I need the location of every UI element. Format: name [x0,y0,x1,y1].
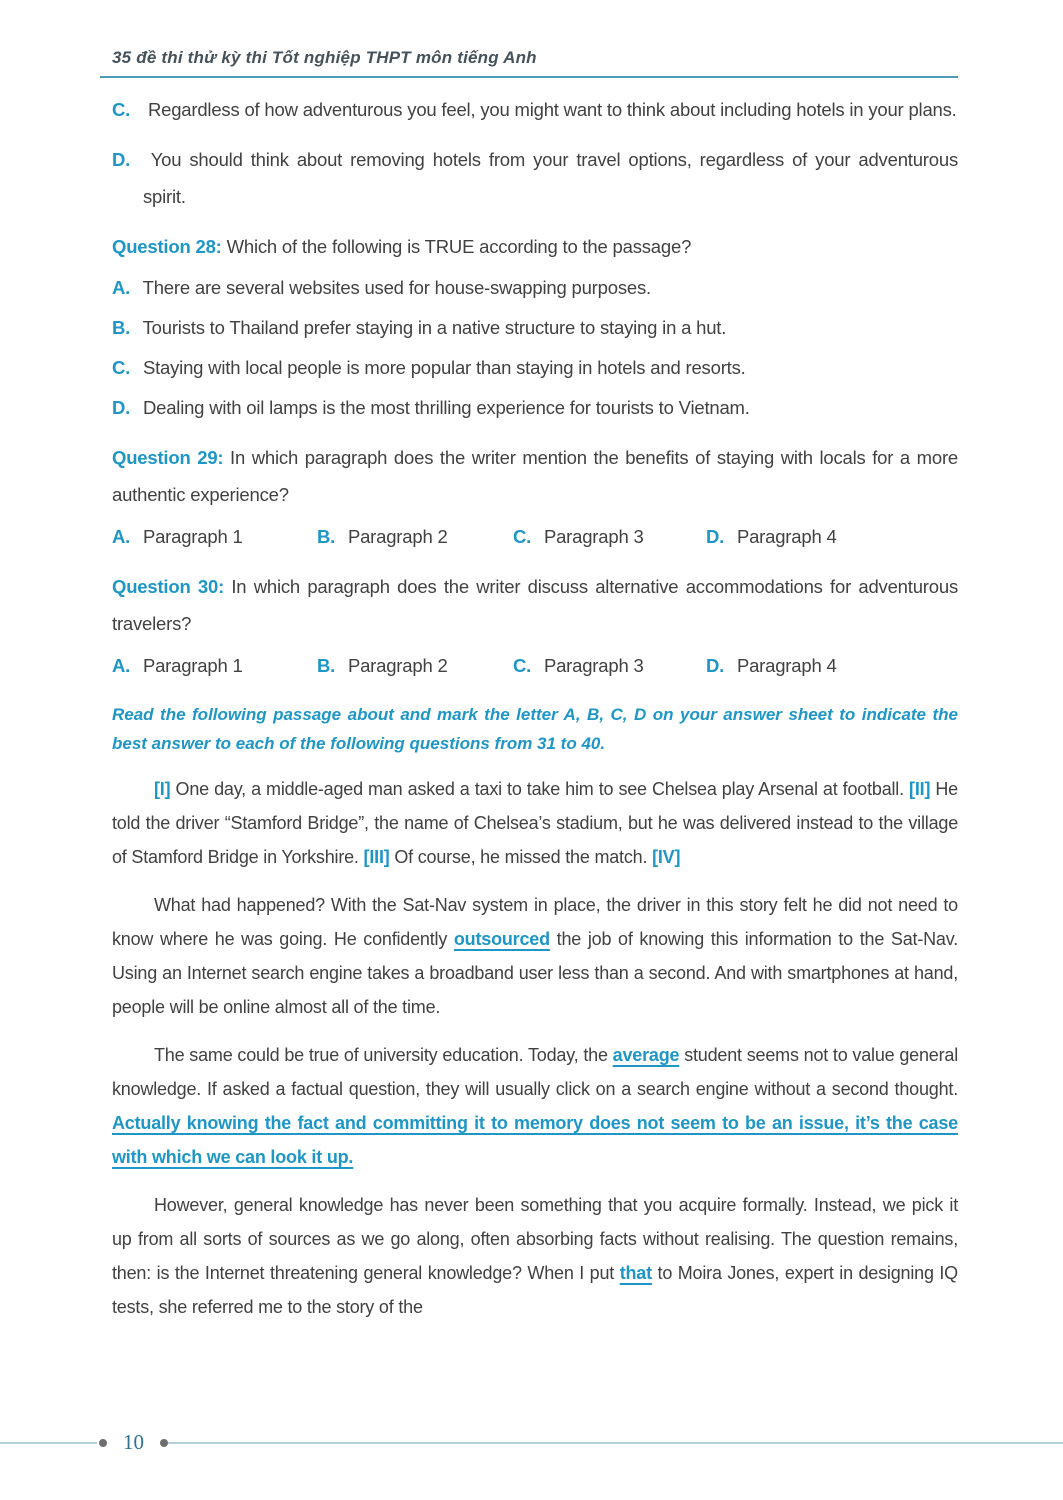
passage-text: to Moira Jones, expert in designing IQ tests, she referred me to the story of the [112,1263,958,1317]
answer-option [112,647,317,684]
option-text: Dealing with oil lamps is the most thrilling experience for tourists to Vietnam. [138,397,750,418]
passage-text: He told the driver “Stamford Bridge”, the name of Chelsea’s stadium, but he was delivered instead to the village of Stamford Bridge in Yorkshire. [112,779,958,867]
question-label: Question 29: [112,447,224,468]
option-letter: A. [112,655,131,676]
option-letter: D. [706,526,725,547]
answer-option [112,309,958,346]
question-label: Question 30: [112,576,225,597]
question-body: Which of the following is TRUE according to the passage? [221,236,692,257]
underlined-term: average [612,1045,680,1065]
options-group [112,269,958,426]
question-body: In which paragraph does the writer mention the benefits of staying with locals for a more authentic experience? [112,447,958,505]
option-letter: C. [112,357,131,378]
underlined-term: that [619,1263,652,1283]
passage-text: Of course, he missed the match. [389,847,653,867]
option-letter: D. [112,149,131,170]
option-letter: C. [112,99,131,120]
question-text [112,568,958,642]
position-marker: [IV] [652,847,681,867]
option-letter: A. [112,526,131,547]
answer-option [112,349,958,386]
passage-text: student seems not to value general knowledge. If asked a factual question, they will usually click on a search engine without a second thought. [112,1045,958,1099]
section-instruction: Read the following passage about and mark the letter A, B, C, D on your answer sheet to indicate the best answer to each of the following questions from 31 to 40. [112,705,958,753]
option-text: Paragraph 3 [539,655,644,676]
option-text: You should think about removing hotels from your travel options, regardless of your adventurous spirit. [143,149,958,207]
question-block [112,228,958,426]
passage-text: One day, a middle-aged man asked a taxi to take him to see Chelsea play Arsenal at football. [170,779,910,799]
question-block [112,439,958,555]
option-text: Regardless of how adventurous you feel, you might want to think about including hotels in your plans. [143,99,957,120]
underlined-term: outsourced [453,929,550,949]
option-text: Paragraph 2 [343,655,448,676]
option-text: Staying with local people is more popular than staying in hotels and resorts. [138,357,746,378]
answer-option [112,389,958,426]
footer-dot-left [99,1439,107,1447]
question-label: Question 28: [112,236,222,257]
answer-option [112,518,317,555]
question-body: In which paragraph does the writer discuss alternative accommodations for adventurous travelers? [112,576,958,634]
questions-section [112,228,958,684]
header-title: 35 đề thi thử kỳ thi Tốt nghiệp THPT môn tiếng Anh [112,48,537,67]
passage-text: The same could be true of university education. Today, the [154,1045,613,1065]
answer-option [317,518,513,555]
option-text: Paragraph 1 [138,526,243,547]
underlined-term: Actually knowing the fact and committing it to memory does not seem to be an issue, it’s the case with which we can look it up. [112,1113,958,1167]
option-letter: D. [706,655,725,676]
answer-option [513,518,706,555]
footer-rule-right [168,1442,1063,1444]
passage-paragraph [112,772,958,874]
footer-dot-right [160,1439,168,1447]
passage-text: However, general knowledge has never been something that you acquire formally. Instead, we pick it up from all sorts of sources as we go along, often absorbing facts without realising. The question remains, then: is the Internet threatening general knowledge? When I put [112,1195,958,1283]
passage-paragraph [112,1188,958,1324]
option-letter: C. [513,655,532,676]
position-marker: [III] [363,847,390,867]
position-marker: [II] [909,779,931,799]
passage-text: the job of knowing this information to the Sat-Nav. Using an Internet search engine takes a broadband user less than a second. And with smartphones at hand, people will be online almost all of the time. [112,929,958,1017]
passage-text: What had happened? With the Sat-Nav system in place, the driver in this story felt he did not need to know where he was going. He confidently [112,895,958,949]
answer-option [513,647,706,684]
option-text: Paragraph 4 [732,655,837,676]
option-text: Paragraph 3 [539,526,644,547]
position-marker: [I] [154,779,171,799]
page-header [100,48,958,78]
answer-option [112,269,958,306]
answer-option [317,647,513,684]
option-text: Paragraph 1 [138,655,243,676]
answer-option [112,91,958,128]
footer-rule-left [0,1442,97,1444]
passage-paragraph [112,888,958,1024]
answer-option [706,647,958,684]
carryover-options [112,91,958,215]
option-letter: B. [317,526,336,547]
option-letter: D. [112,397,131,418]
option-letter: B. [112,317,131,338]
options-group [112,647,958,684]
option-letter: A. [112,277,131,298]
option-letter: B. [317,655,336,676]
page-footer [0,1424,1063,1462]
answer-option [112,141,958,215]
question-text [112,228,958,265]
option-letter: C. [513,526,532,547]
answer-option [706,518,958,555]
page-number: 10 [123,1429,144,1454]
option-text: Paragraph 2 [343,526,448,547]
option-text: There are several websites used for house-swapping purposes. [138,277,651,298]
reading-passage [112,772,958,1324]
options-group [112,518,958,555]
option-text: Paragraph 4 [732,526,837,547]
passage-paragraph [112,1038,958,1174]
option-text: Tourists to Thailand prefer staying in a native structure to staying in a hut. [138,317,727,338]
question-block [112,568,958,684]
question-text [112,439,958,513]
